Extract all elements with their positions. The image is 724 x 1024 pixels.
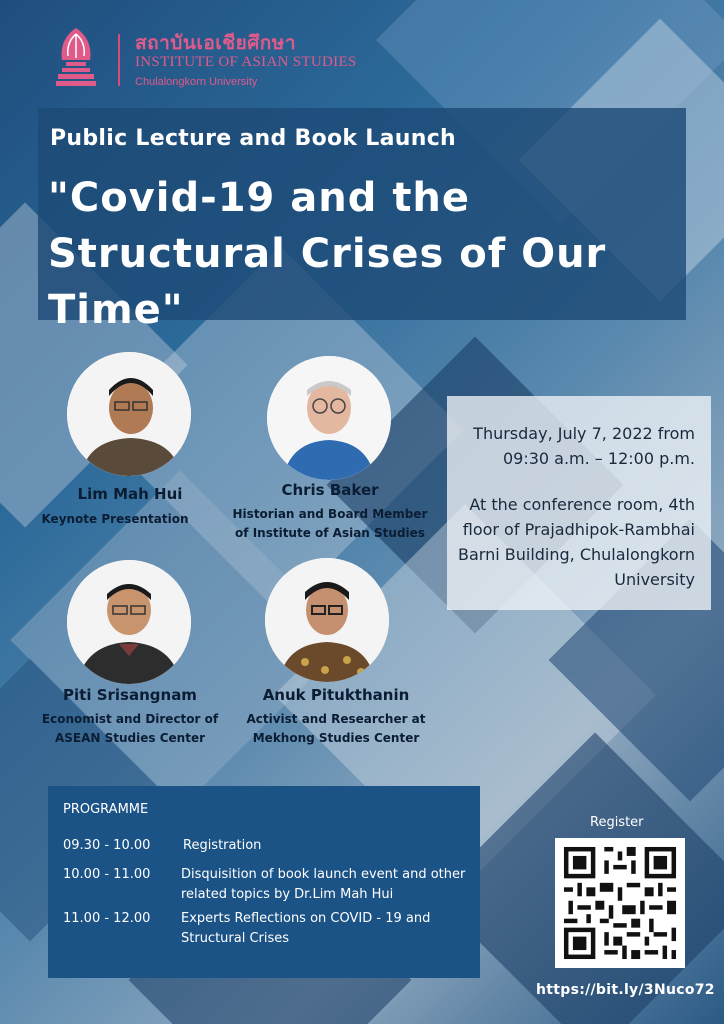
programme-time: 10.00 - 11.00: [63, 867, 151, 882]
programme-description: Disquisition of book launch event and other related topics by Dr.Lim Mah Hui: [181, 867, 466, 902]
speaker-name: Piti Srisangnam: [63, 686, 197, 704]
speaker-name: Chris Baker: [281, 481, 379, 499]
programme-time: 09.30 - 10.00: [63, 838, 151, 853]
event-venue: At the conference room, 4th floor of Prajadhipok-Rambhai Barni Building, Chulalongkorn University: [458, 495, 695, 589]
event-date-time: Thursday, July 7, 2022 from 09:30 a.m. – 12:00 p.m.: [473, 424, 695, 468]
qr-code[interactable]: [555, 838, 685, 968]
speaker-photo-chris-baker: [267, 356, 391, 480]
programme-description: Registration: [183, 838, 262, 853]
register-label: Register: [590, 815, 644, 830]
speaker-role: Historian and Board Member of Institute of Asian Studies: [232, 507, 428, 540]
speaker-role: Keynote Presentation: [41, 512, 189, 526]
event-subtitle: Public Lecture and Book Launch: [50, 126, 456, 151]
institute-thai-name: สถาบันเอเชียศึกษา: [135, 32, 297, 54]
speaker-name: Anuk Pitukthanin: [262, 686, 410, 704]
institute-name: INSTITUTE OF ASIAN STUDIES: [135, 54, 357, 70]
speaker-role: Activist and Researcher at Mekhong Studies Center: [246, 712, 426, 745]
programme-time: 11.00 - 12.00: [63, 911, 151, 926]
qr-code-icon: [555, 838, 685, 968]
header-divider: [118, 34, 120, 86]
speaker-photo-lim-mah-hui: [67, 352, 191, 476]
university-logo: [52, 26, 100, 90]
speaker-name: Lim Mah Hui: [77, 485, 183, 503]
event-title: "Covid-19 and the Structural Crises of Our Time": [48, 175, 607, 333]
programme-heading: PROGRAMME: [63, 802, 149, 817]
speaker-photo-piti-srisangnam: [67, 560, 191, 684]
speaker-role: Economist and Director of ASEAN Studies Center: [41, 712, 219, 745]
university-name: Chulalongkorn University: [135, 76, 258, 88]
register-link[interactable]: https://bit.ly/3Nuco72: [536, 982, 715, 998]
speaker-photo-anuk-pitukthanin: [265, 558, 389, 682]
programme-description: Experts Reflections on COVID - 19 and Structural Crises: [181, 911, 431, 946]
